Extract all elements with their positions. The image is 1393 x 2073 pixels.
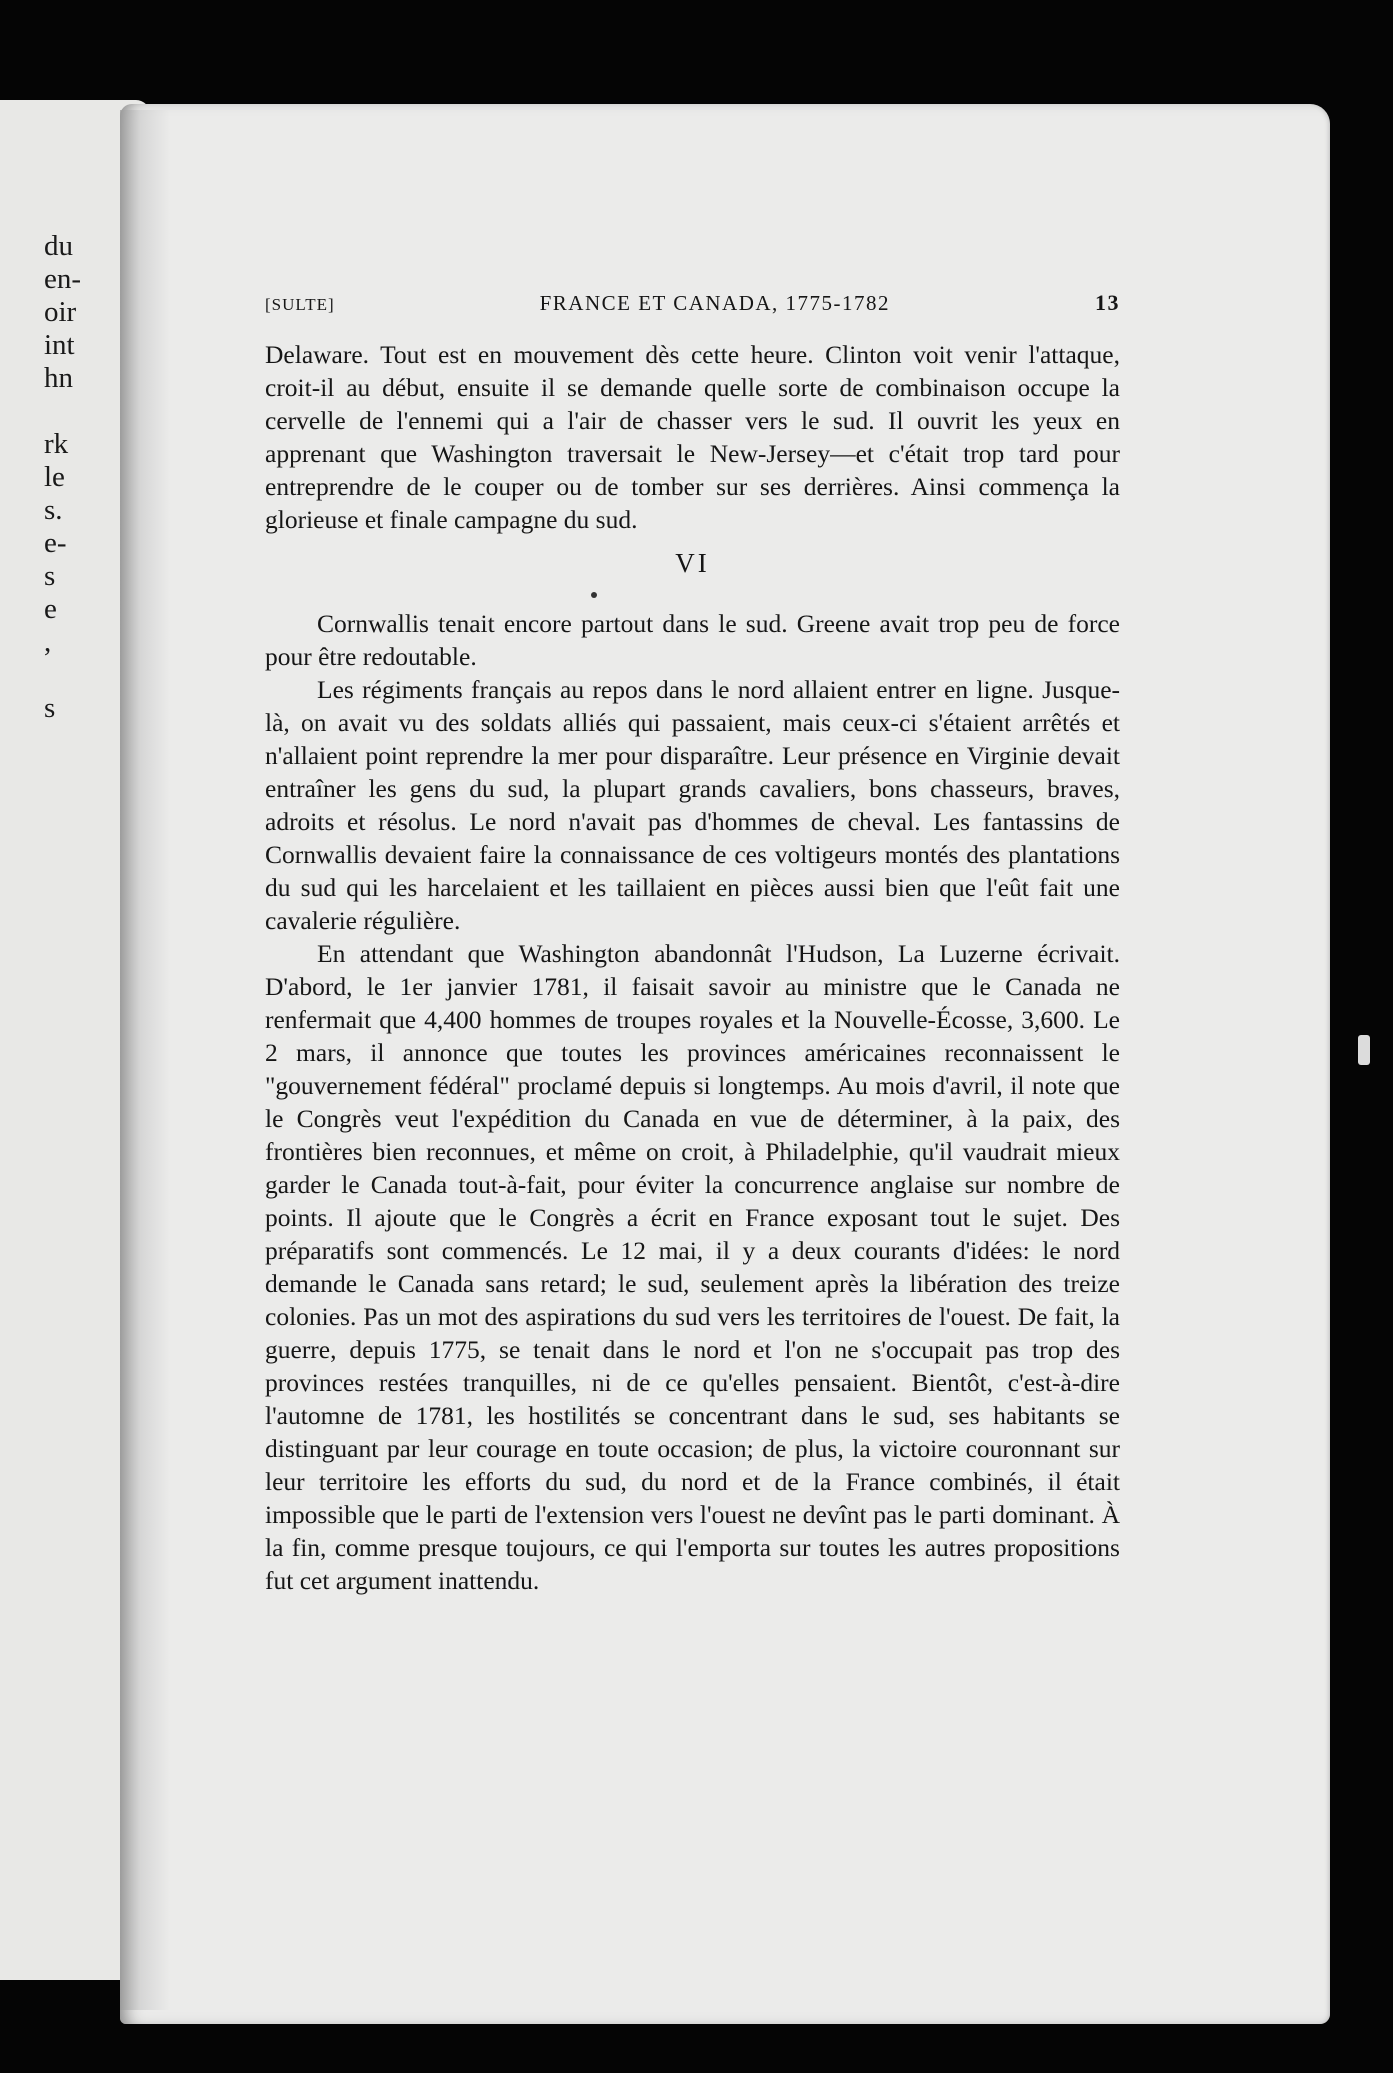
running-head-left: [SULTE] <box>265 295 335 314</box>
facing-page-line: int <box>44 329 75 361</box>
facing-page-line: s <box>44 560 56 592</box>
facing-page-line: s. <box>44 494 63 526</box>
running-head <box>265 290 1120 316</box>
facing-page-line: oir <box>44 296 77 328</box>
page-gutter-shadow <box>120 110 170 2010</box>
ink-speck <box>591 592 597 598</box>
paragraph-1: Cornwallis tenait encore partout dans le sud. Greene avait trop peu de force pour être redoutable. <box>265 609 1120 671</box>
section-heading <box>265 548 1120 579</box>
section-number: VI <box>675 548 710 578</box>
facing-page-line: en- <box>44 263 82 295</box>
facing-page-line: du <box>44 230 73 262</box>
facing-page-line: le <box>44 461 65 493</box>
facing-page-line: , <box>44 626 52 658</box>
facing-page-line: s <box>44 692 56 724</box>
page-number: 13 <box>1095 290 1120 315</box>
paragraph-2: Les régiments français au repos dans le nord allaient entrer en ligne. Jusque-là, on avait vu des soldats alliés qui passaient, mais ceux-ci s'étaient arrêtés et n'allaient point reprendre la mer pour disparaître. Leur présence en Virginie devait entraîner les gens du sud, la plupart grands cavaliers, bons chasseurs, braves, adroits et résolus. Le nord n'avait pas d'hommes de cheval. Les fantassins de Cornwallis devaient faire la connaissance de ces voltigeurs montés des plantations du sud qui les harcelaient et les taillaient en pièces aussi bien que l'eût fait une cavalerie régulière. <box>265 675 1120 935</box>
facing-page-line: rk <box>44 428 69 460</box>
running-head-title: FRANCE ET CANADA, 1775-1782 <box>539 291 891 315</box>
page-text <box>265 290 1120 1597</box>
facing-page-line: hn <box>44 362 73 394</box>
page-edge-mark <box>1358 1035 1370 1065</box>
facing-page-line: e- <box>44 527 67 559</box>
facing-page-line: e <box>44 593 57 625</box>
opening-paragraph: Delaware. Tout est en mouvement dès cette heure. Clinton voit venir l'attaque, croit-il au début, ensuite il se demande quelle sorte de combinaison occupe la cervelle de l'ennemi qui a l'air de chasser vers le sud. Il ouvrit les yeux en apprenant que Washington traversait le New-Jersey—et c'était trop tard pour entreprendre de le couper ou de tomber sur ses derrières. Ainsi commença la glorieuse et finale campagne du sud. <box>265 340 1120 534</box>
paragraph-3: En attendant que Washington abandonnât l'Hudson, La Luzerne écrivait. D'abord, le 1er janvier 1781, il faisait savoir au ministre que le Canada ne renfermait que 4,400 hommes de troupes royales et la Nouvelle-Écosse, 3,600. Le 2 mars, il annonce que toutes les provinces américaines reconnaissent le "gouvernement fédéral" proclamé depuis si longtemps. Au mois d'avril, il note que le Congrès veut l'expédition du Canada en vue de déterminer, à la paix, des frontières bien reconnues, et même on croit, à Philadelphie, qu'il vaudrait mieux garder le Canada tout-à-fait, pour éviter la concurrence anglaise sur nombre de points. Il ajoute que le Congrès a écrit en France exposant tout le sujet. Des préparatifs sont commencés. Le 12 mai, il y a deux courants d'idées: le nord demande le Canada sans retard; le sud, seulement après la libération des treize colonies. Pas un mot des aspirations du sud vers les territoires de l'ouest. De fait, la guerre, depuis 1775, se tenait dans le nord et l'on ne s'occupait pas trop des provinces restées tranquilles, ni de ce qu'elles pensaient. Bientôt, c'est-à-dire l'automne de 1781, les hostilités se concentrant dans le sud, ses habitants se distinguant par leur courage en toute occasion; de plus, la victoire couronnant sur leur territoire les efforts du sud, du nord et de la France combinés, il était impossible que le parti de l'extension vers l'ouest ne devînt pas le parti dominant. À la fin, comme presque toujours, ce qui l'emporta sur toutes les autres propositions fut cet argument inattendu. <box>265 939 1120 1595</box>
